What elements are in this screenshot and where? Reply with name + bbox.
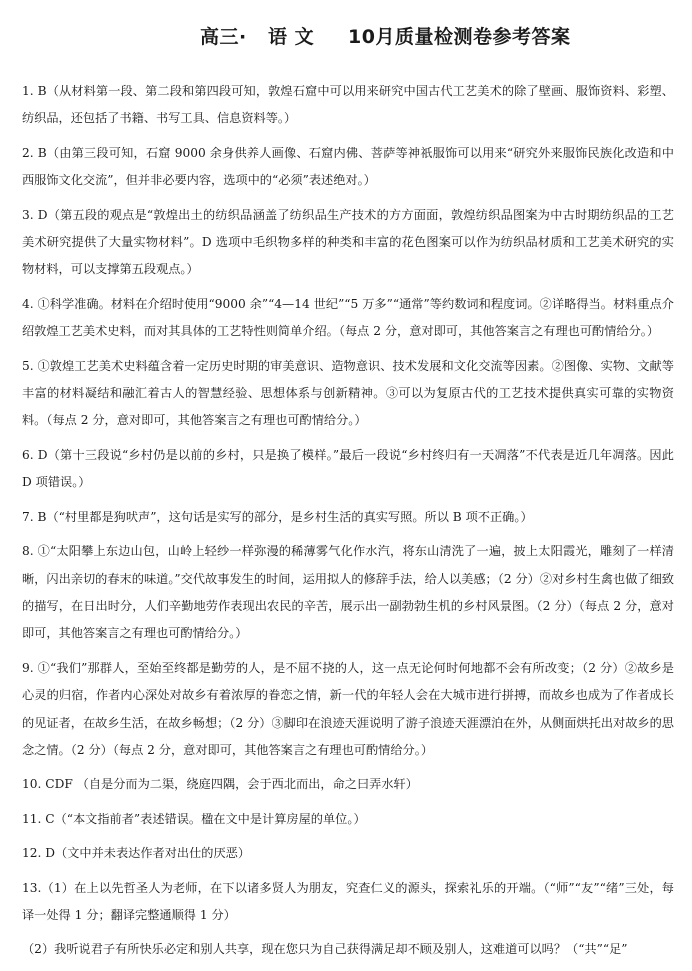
answer-3: 3. D（第五段的观点是“敦煌出土的纺织品涵盖了纺织品生产技术的方方面面，敦煌纺织品图案为中古时期纺织品的工艺美术研究提供了大量实物材料”。D 选项中毛织物多样的种类和丰富的花色图案可以作为纺织品材质和工艺美术研究的实物材料，可以支撑第五段观点。）: [22, 207, 674, 277]
subject-label: 语 文: [268, 26, 315, 48]
answer-13-part-2: （2）我听说君子有所快乐必定和别人共享，现在您只为自己获得满足却不顾及别人，这难道可以吗？（“共”“足”: [22, 942, 628, 957]
answer-2: 2. B（由第三段可知，石窟 9000 余身供养人画像、石窟内佛、菩萨等神祇服饰可以用来“研究外来服饰民族化改造和中西服饰文化交流”，但并非必要内容，选项中的“必须”表述绝对。）: [22, 145, 674, 188]
exam-title: 10月质量检测卷参考答案: [348, 26, 571, 48]
answer-list: [22, 78, 674, 971]
answer-7: 7. B（“村里都是狗吠声”，这句话是实写的部分，是乡村生活的真实写照。所以 B 项不正确。）: [22, 509, 533, 524]
answer-8: 8. ①“太阳攀上东边山包，山岭上轻纱一样弥漫的稀薄雾气化作水汽，将东山清洗了一遍，披上太阳霞光，雕刻了一样清晰，闪出亲切的春末的味道。”交代故事发生的时间，运用拟人的修辞手法，给人以美感；（2 分）②对乡村生禽也做了细致的描写，在日出时分，人们辛勤地劳作表现出农民的辛苦，展示出一副勃勃生机的乡村风景图。（2 分）（每点 2 分，意对即可，其他答案言之有理也可酌情给分。）: [22, 544, 674, 641]
answer-4: 4. ①科学准确。材料在介绍时使用“9000 余”“4—14 世纪”“5 万多”“通常”等约数词和程度词。②详略得当。材料重点介绍敦煌工艺美术史料，而对其具体的工艺特性则简单介绍。（每点 2 分，意对即可，其他答案言之有理也可酌情给分。）: [22, 296, 674, 339]
answer-11: 11. C（“本文指前者”表述错误。楹在文中是计算房屋的单位。）: [22, 811, 366, 826]
answer-6: 6. D（第十三段说“乡村仍是以前的乡村，只是换了模样。”最后一段说“乡村终归有一天凋落”不代表是近几年凋落。因此 D 项错误。）: [22, 447, 674, 490]
answer-9: 9. ①“我们”那群人，至始至终都是勤劳的人，是不屈不挠的人，这一点无论何时何地都不会有所改变；（2 分）②故乡是心灵的归宿，作者内心深处对故乡有着浓厚的眷恋之情，新一代的年轻人会在大城市进行拼搏，而故乡也成为了作者成长的见证者，在故乡生活，在故乡畅想；（2 分）③脚印在浪迹天涯说明了游子浪迹天涯漂泊在外，从侧面烘托出对故乡的思念之情。（2 分）（每点 2 分，意对即可，其他答案言之有理也可酌情给分。）: [22, 660, 674, 757]
answer-12: 12. D（文中并未表达作者对出仕的厌恶）: [22, 846, 251, 861]
grade-label: 高三·: [200, 26, 247, 48]
answer-10: 10. CDF （自是分而为二渠，绕庭四隅，会于西北而出，命之曰弄水轩）: [22, 777, 418, 792]
answer-13-part-1: 13.（1）在上以先哲圣人为老师，在下以诸多贤人为朋友，究查仁义的源头，探索礼乐的开端。（“师”“友”“绪”三处，每译一处得 1 分；翻译完整通顺得 1 分）: [22, 880, 674, 922]
answer-1: 1. B（从材料第一段、第二段和第四段可知，敦煌石窟中可以用来研究中国古代工艺美术的除了壁画、服饰资料、彩塑、纺织品，还包括了书籍、书写工具、信息资料等。）: [22, 84, 674, 126]
document-title: [0, 22, 692, 52]
answer-5: 5. ①敦煌工艺美术史料蕴含着一定历史时期的审美意识、造物意识、技术发展和文化交流等因素。②图像、实物、文献等丰富的材料凝结和融汇着古人的智慧经验、思想体系与创新精神。③可以为复原古代的工艺技术提供真实可靠的实物资料。（每点 2 分，意对即可，其他答案言之有理也可酌情给分。）: [22, 358, 674, 428]
